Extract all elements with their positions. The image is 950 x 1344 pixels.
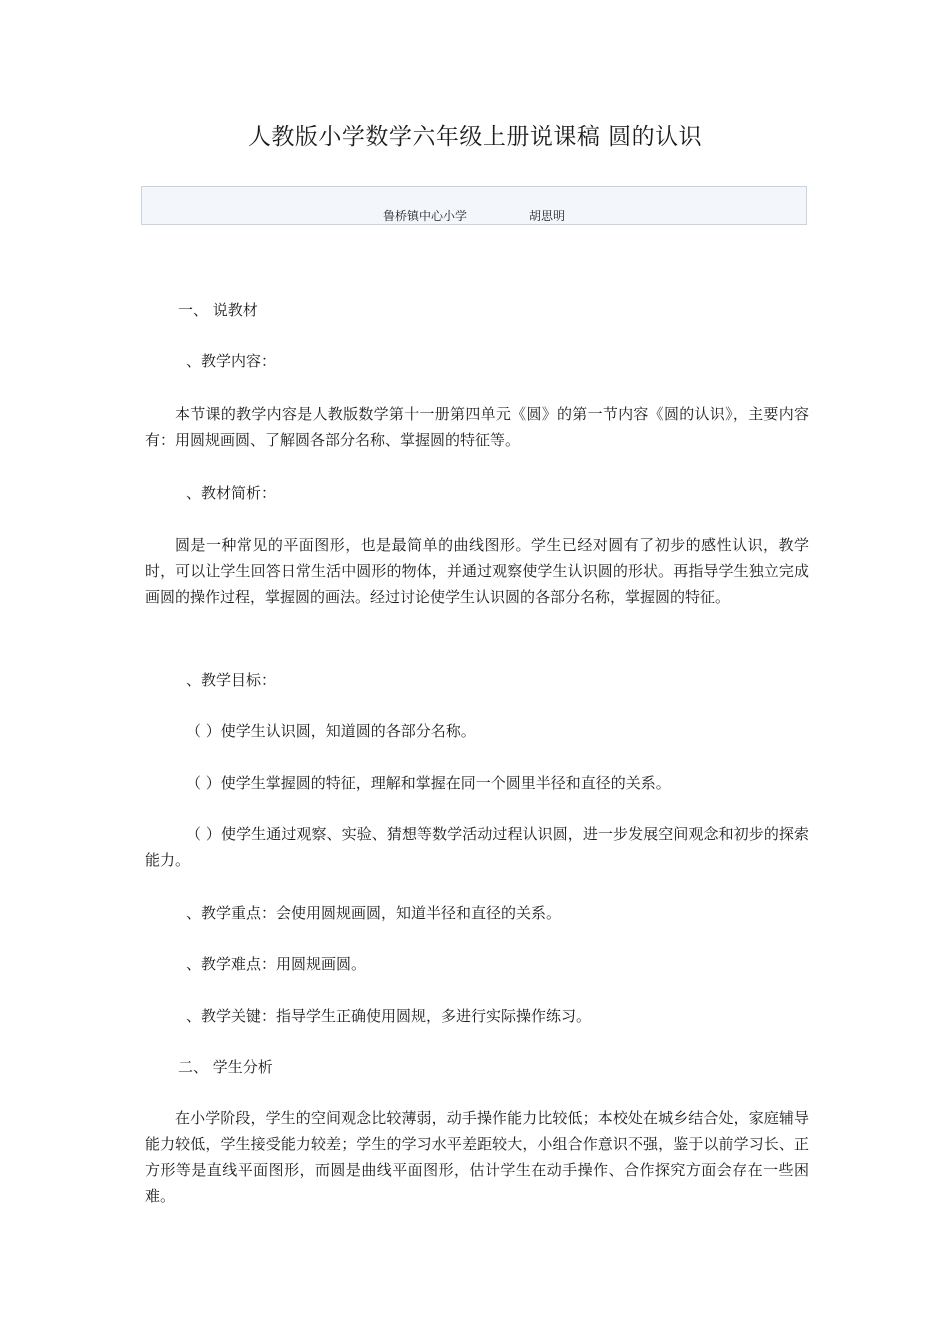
student-analysis-paragraph: 在小学阶段，学生的空间观念比较薄弱，动手操作能力比较低；本校处在城乡结合处，家庭辅导能力较低，学生接受能力较差；学生的学习水平差距较大，小组合作意识不强，鉴于以前学习长、正方形等是直线平面图形，而圆是曲线平面图形，估计学生在动手操作、合作探究方面会存在一些困难。 [145,1109,809,1205]
goals-heading: 、教学目标： [186,671,277,689]
document-title: 人教版小学数学六年级上册说课稿 圆的认识 [247,124,703,150]
goal-item-3: （ ）使学生通过观察、实验、猜想等数学活动过程认识圆，进一步发展空间观念和初步的探索能力。 [145,825,809,869]
difficulty-point: 、教学难点：用圆规画圆。 [186,955,367,973]
analysis-heading: 、教材简析： [186,484,277,502]
content-paragraph: 本节课的教学内容是人教版数学第十一册第四单元《圆》的第一节内容《圆的认识》，主要内容有：用圆规画圆、了解圆各部分名称、掌握圆的特征等。 [145,405,809,449]
key-point: 、教学重点：会使用圆规画圆，知道半径和直径的关系。 [186,904,562,922]
goal-item-1: （ ）使学生认识圆，知道圆的各部分名称。 [186,722,476,740]
school-name: 鲁桥镇中心小学 [382,209,467,223]
author-banner [141,186,807,225]
content-heading: 、教学内容： [186,352,277,370]
goal-item-2: （ ）使学生掌握圆的特征，理解和掌握在同一个圆里半径和直径的关系。 [186,774,671,792]
author-name: 胡思明 [529,209,566,223]
analysis-paragraph: 圆是一种常见的平面图形，也是最简单的曲线图形。学生已经对圆有了初步的感性认识，教学时，可以让学生回答日常生活中圆形的物体，并通过观察使学生认识圆的形状。再指导学生独立完成画圆的操作过程，掌握圆的画法。经过讨论使学生认识圆的各部分名称，掌握圆的特征。 [145,536,809,606]
key-link: 、教学关键：指导学生正确使用圆规，多进行实际操作练习。 [186,1007,592,1025]
author-line [142,209,806,223]
section2-heading: 二、 学生分析 [178,1058,273,1076]
section1-heading: 一、 说教材 [178,301,258,319]
